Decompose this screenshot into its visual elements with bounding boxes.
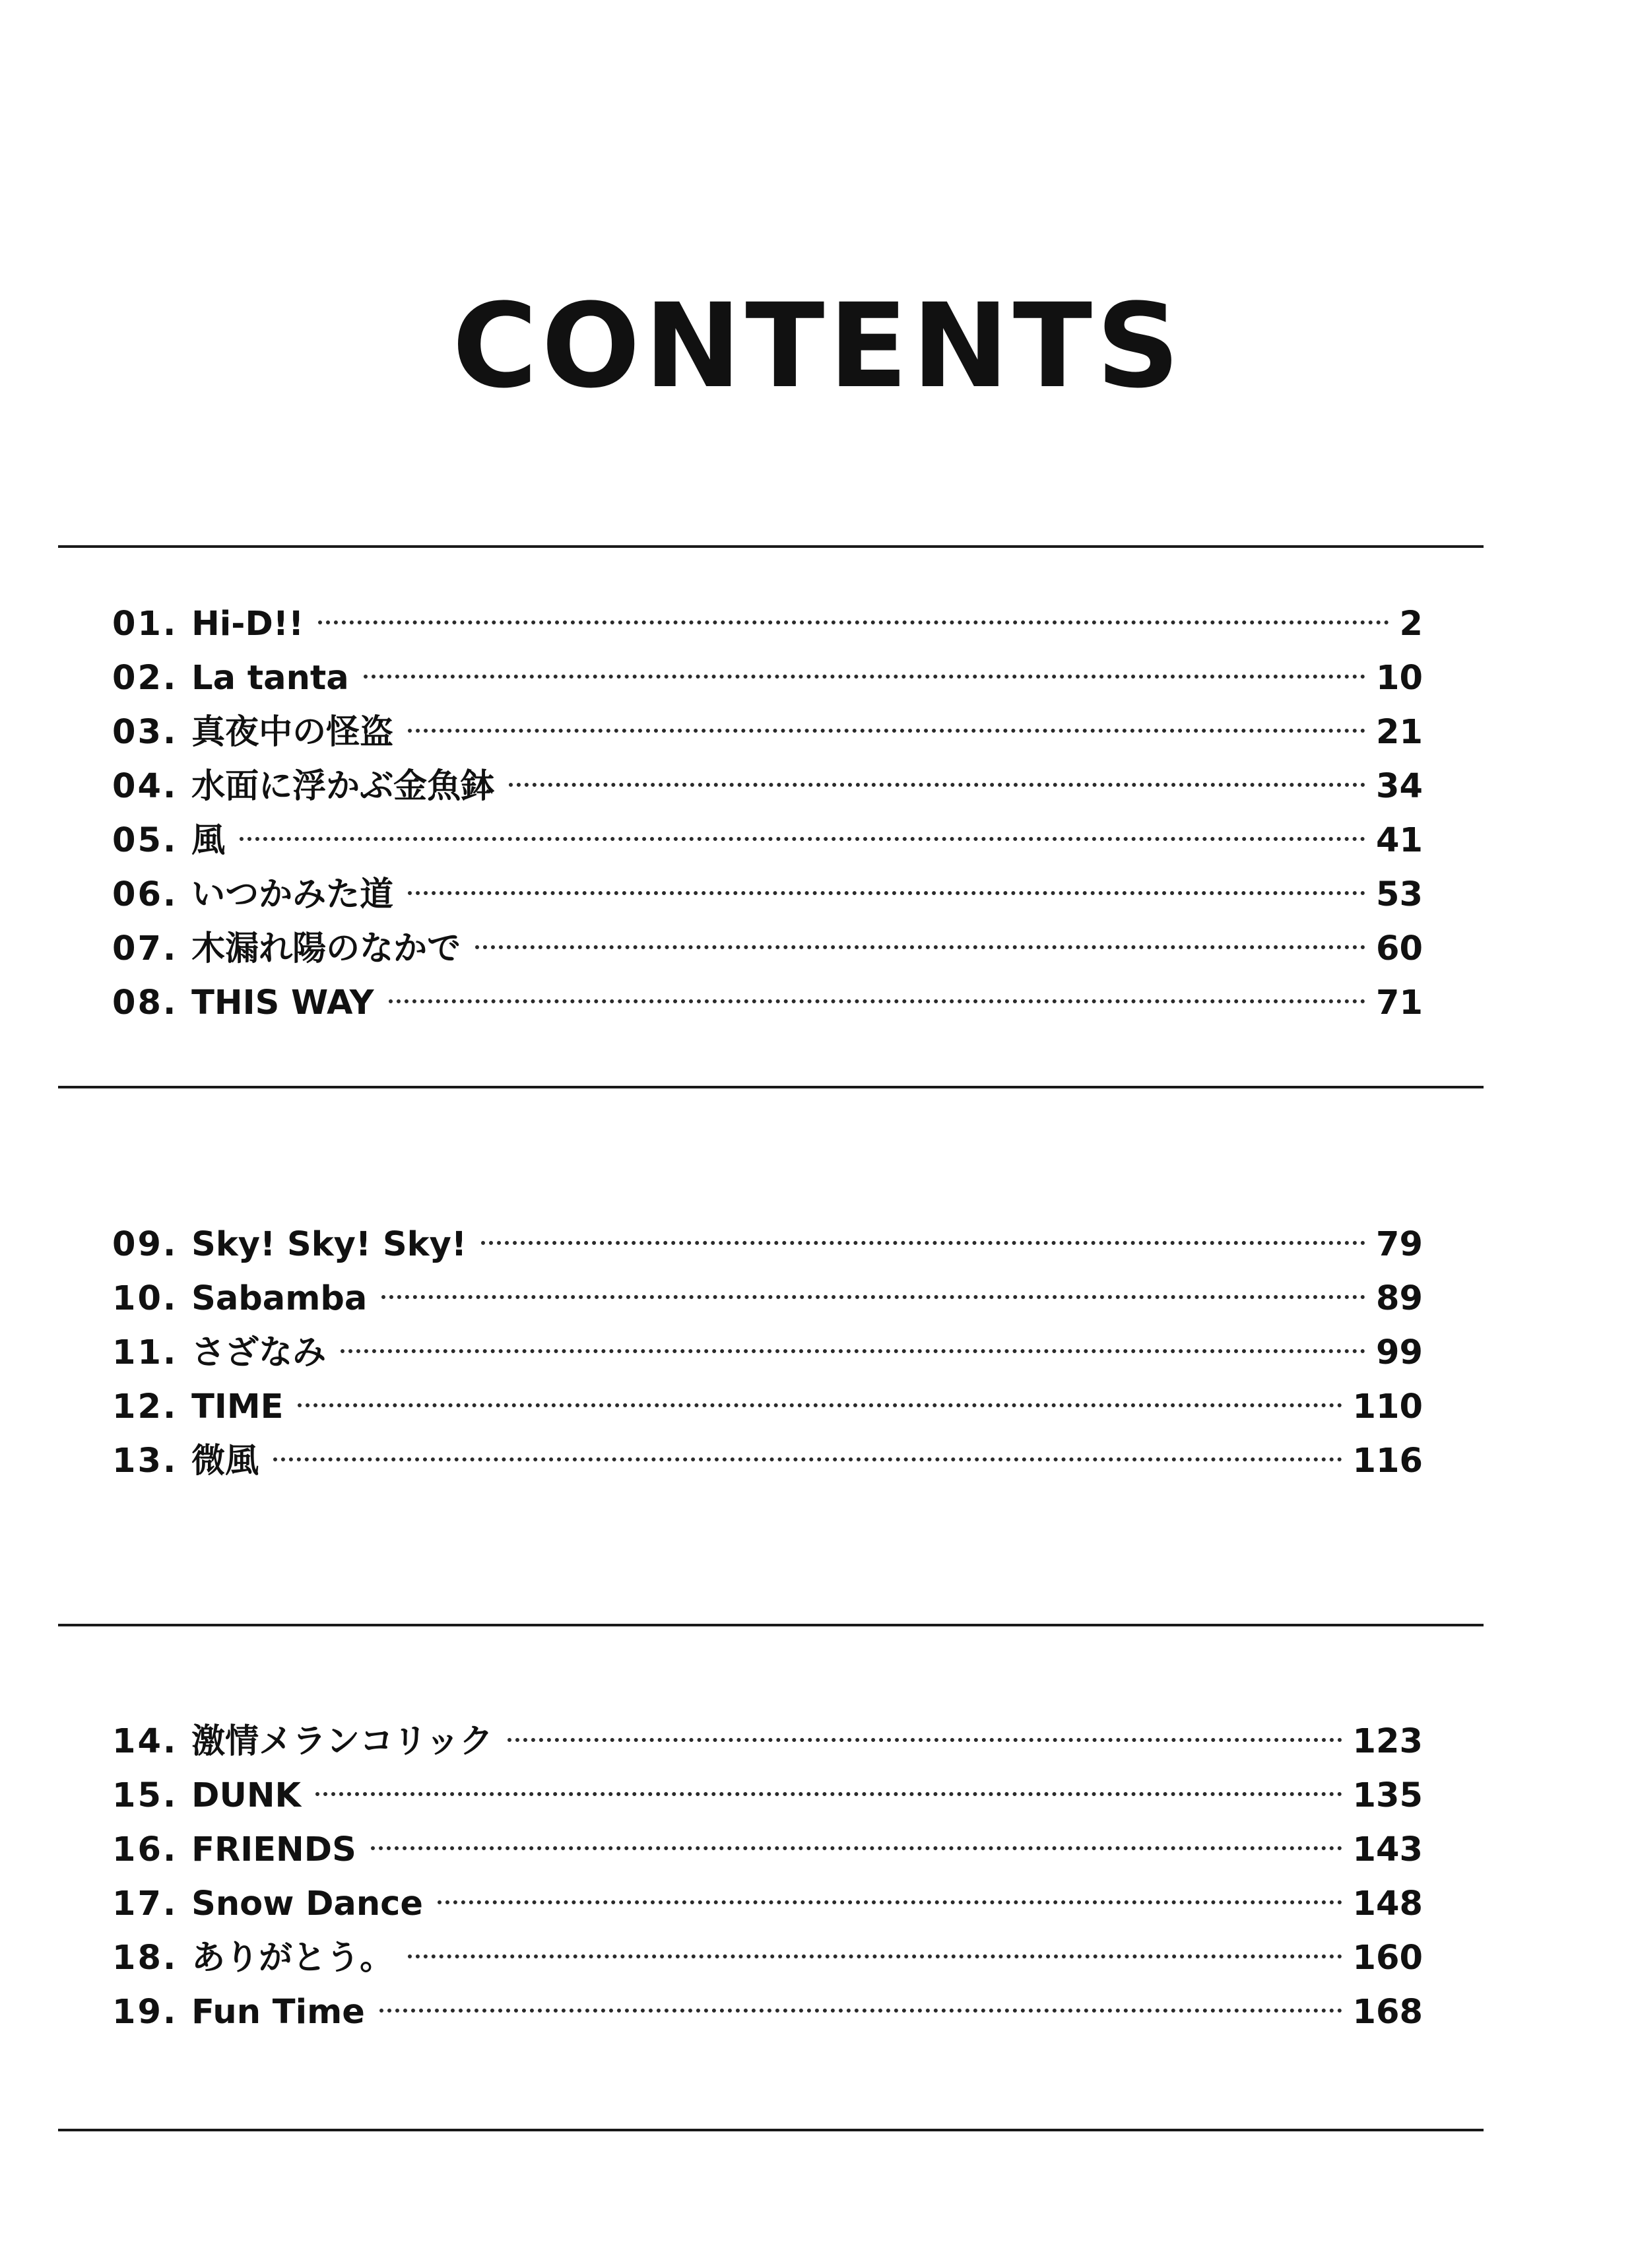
dot-leader bbox=[240, 837, 1365, 841]
entry-number: 12. bbox=[112, 1387, 178, 1426]
entry-page-number: 34 bbox=[1376, 767, 1423, 806]
entry-title: FRIENDS bbox=[191, 1830, 356, 1869]
entry-page-number: 79 bbox=[1376, 1225, 1423, 1264]
dot-leader bbox=[481, 1241, 1365, 1245]
section-divider bbox=[58, 1086, 1484, 1088]
entry-page-number: 41 bbox=[1376, 821, 1423, 860]
entry-page-number: 116 bbox=[1352, 1442, 1423, 1481]
toc-section-3 bbox=[112, 1715, 1423, 2040]
section-divider bbox=[58, 1624, 1484, 1626]
dot-leader bbox=[408, 891, 1365, 895]
entry-page-number: 110 bbox=[1352, 1387, 1423, 1426]
entry-title: 木漏れ陽のなかで bbox=[191, 929, 461, 968]
dot-leader bbox=[341, 1349, 1365, 1353]
entry-page-number: 123 bbox=[1352, 1722, 1423, 1761]
dot-leader bbox=[509, 783, 1365, 787]
entry-number: 06. bbox=[112, 875, 178, 914]
entry-title: さざなみ bbox=[191, 1333, 327, 1372]
entry-title: 風 bbox=[191, 821, 226, 860]
entry-page-number: 21 bbox=[1376, 713, 1423, 752]
entry-number: 13. bbox=[112, 1442, 178, 1481]
entry-title: ありがとう。 bbox=[191, 1939, 394, 1978]
entry-title: THIS WAY bbox=[191, 984, 374, 1022]
entry-page-number: 160 bbox=[1352, 1939, 1423, 1978]
entry-title: Fun Time bbox=[191, 1993, 365, 2032]
toc-entry[interactable] bbox=[112, 1434, 1423, 1488]
toc-section-2 bbox=[112, 1218, 1423, 1488]
entry-page-number: 60 bbox=[1376, 929, 1423, 968]
entry-title: DUNK bbox=[191, 1776, 302, 1815]
toc-entry[interactable] bbox=[112, 1272, 1423, 1326]
dot-leader bbox=[273, 1457, 1342, 1461]
toc-entry[interactable] bbox=[112, 760, 1423, 814]
entry-page-number: 53 bbox=[1376, 875, 1423, 914]
entry-title: La tanta bbox=[191, 659, 349, 698]
toc-entry[interactable] bbox=[112, 1823, 1423, 1877]
dot-leader bbox=[438, 1900, 1342, 1904]
entry-number: 09. bbox=[112, 1225, 178, 1264]
entry-number: 19. bbox=[112, 1993, 178, 2032]
dot-leader bbox=[389, 999, 1365, 1003]
toc-entry[interactable] bbox=[112, 868, 1423, 922]
dot-leader bbox=[379, 2009, 1342, 2013]
section-divider bbox=[58, 545, 1484, 548]
entry-number: 04. bbox=[112, 767, 178, 806]
entry-page-number: 71 bbox=[1376, 984, 1423, 1022]
dot-leader bbox=[408, 1954, 1342, 1958]
entry-page-number: 148 bbox=[1352, 1884, 1423, 1923]
toc-entry[interactable] bbox=[112, 1326, 1423, 1380]
dot-leader bbox=[318, 620, 1389, 624]
toc-entry[interactable] bbox=[112, 922, 1423, 976]
entry-page-number: 143 bbox=[1352, 1830, 1423, 1869]
entry-title: TIME bbox=[191, 1387, 284, 1426]
entry-page-number: 10 bbox=[1376, 659, 1423, 698]
entry-title: Snow Dance bbox=[191, 1884, 423, 1923]
entry-page-number: 99 bbox=[1376, 1333, 1423, 1372]
entry-number: 02. bbox=[112, 659, 178, 698]
entry-number: 15. bbox=[112, 1776, 178, 1815]
toc-entry[interactable] bbox=[112, 1769, 1423, 1823]
entry-number: 18. bbox=[112, 1939, 178, 1978]
entry-page-number: 135 bbox=[1352, 1776, 1423, 1815]
entry-number: 08. bbox=[112, 984, 178, 1022]
entry-title: Sky! Sky! Sky! bbox=[191, 1225, 467, 1264]
entry-title: 真夜中の怪盗 bbox=[191, 713, 394, 752]
dot-leader bbox=[315, 1792, 1342, 1796]
toc-entry[interactable] bbox=[112, 1985, 1423, 2040]
entry-page-number: 2 bbox=[1399, 605, 1423, 644]
entry-number: 10. bbox=[112, 1279, 178, 1318]
entry-number: 05. bbox=[112, 821, 178, 860]
toc-entry[interactable] bbox=[112, 1877, 1423, 1931]
toc-entry[interactable] bbox=[112, 597, 1423, 651]
toc-entry[interactable] bbox=[112, 1380, 1423, 1434]
entry-number: 14. bbox=[112, 1722, 178, 1761]
dot-leader bbox=[298, 1403, 1342, 1407]
toc-entry[interactable] bbox=[112, 976, 1423, 1030]
entry-page-number: 168 bbox=[1352, 1993, 1423, 2032]
dot-leader bbox=[364, 675, 1365, 679]
toc-entry[interactable] bbox=[112, 1218, 1423, 1272]
entry-number: 03. bbox=[112, 713, 178, 752]
entry-page-number: 89 bbox=[1376, 1279, 1423, 1318]
page-title: CONTENTS bbox=[452, 279, 1184, 414]
dot-leader bbox=[381, 1295, 1365, 1299]
toc-section-1 bbox=[112, 597, 1423, 1030]
dot-leader bbox=[408, 729, 1365, 733]
dot-leader bbox=[475, 945, 1365, 949]
entry-number: 01. bbox=[112, 605, 178, 644]
entry-number: 11. bbox=[112, 1333, 178, 1372]
entry-title: 水面に浮かぶ金魚鉢 bbox=[191, 767, 495, 806]
entry-number: 07. bbox=[112, 929, 178, 968]
entry-title: Hi-D!! bbox=[191, 605, 304, 644]
section-divider bbox=[58, 2129, 1484, 2131]
dot-leader bbox=[507, 1738, 1342, 1742]
entry-number: 16. bbox=[112, 1830, 178, 1869]
toc-entry[interactable] bbox=[112, 651, 1423, 706]
toc-entry[interactable] bbox=[112, 706, 1423, 760]
entry-title: 微風 bbox=[191, 1442, 259, 1481]
entry-number: 17. bbox=[112, 1884, 178, 1923]
toc-entry[interactable] bbox=[112, 1715, 1423, 1769]
entry-title: 激情メランコリック bbox=[191, 1722, 494, 1761]
toc-entry[interactable] bbox=[112, 814, 1423, 868]
dot-leader bbox=[371, 1846, 1342, 1850]
toc-entry[interactable] bbox=[112, 1931, 1423, 1985]
entry-title: Sabamba bbox=[191, 1279, 368, 1318]
entry-title: いつかみた道 bbox=[191, 875, 394, 914]
